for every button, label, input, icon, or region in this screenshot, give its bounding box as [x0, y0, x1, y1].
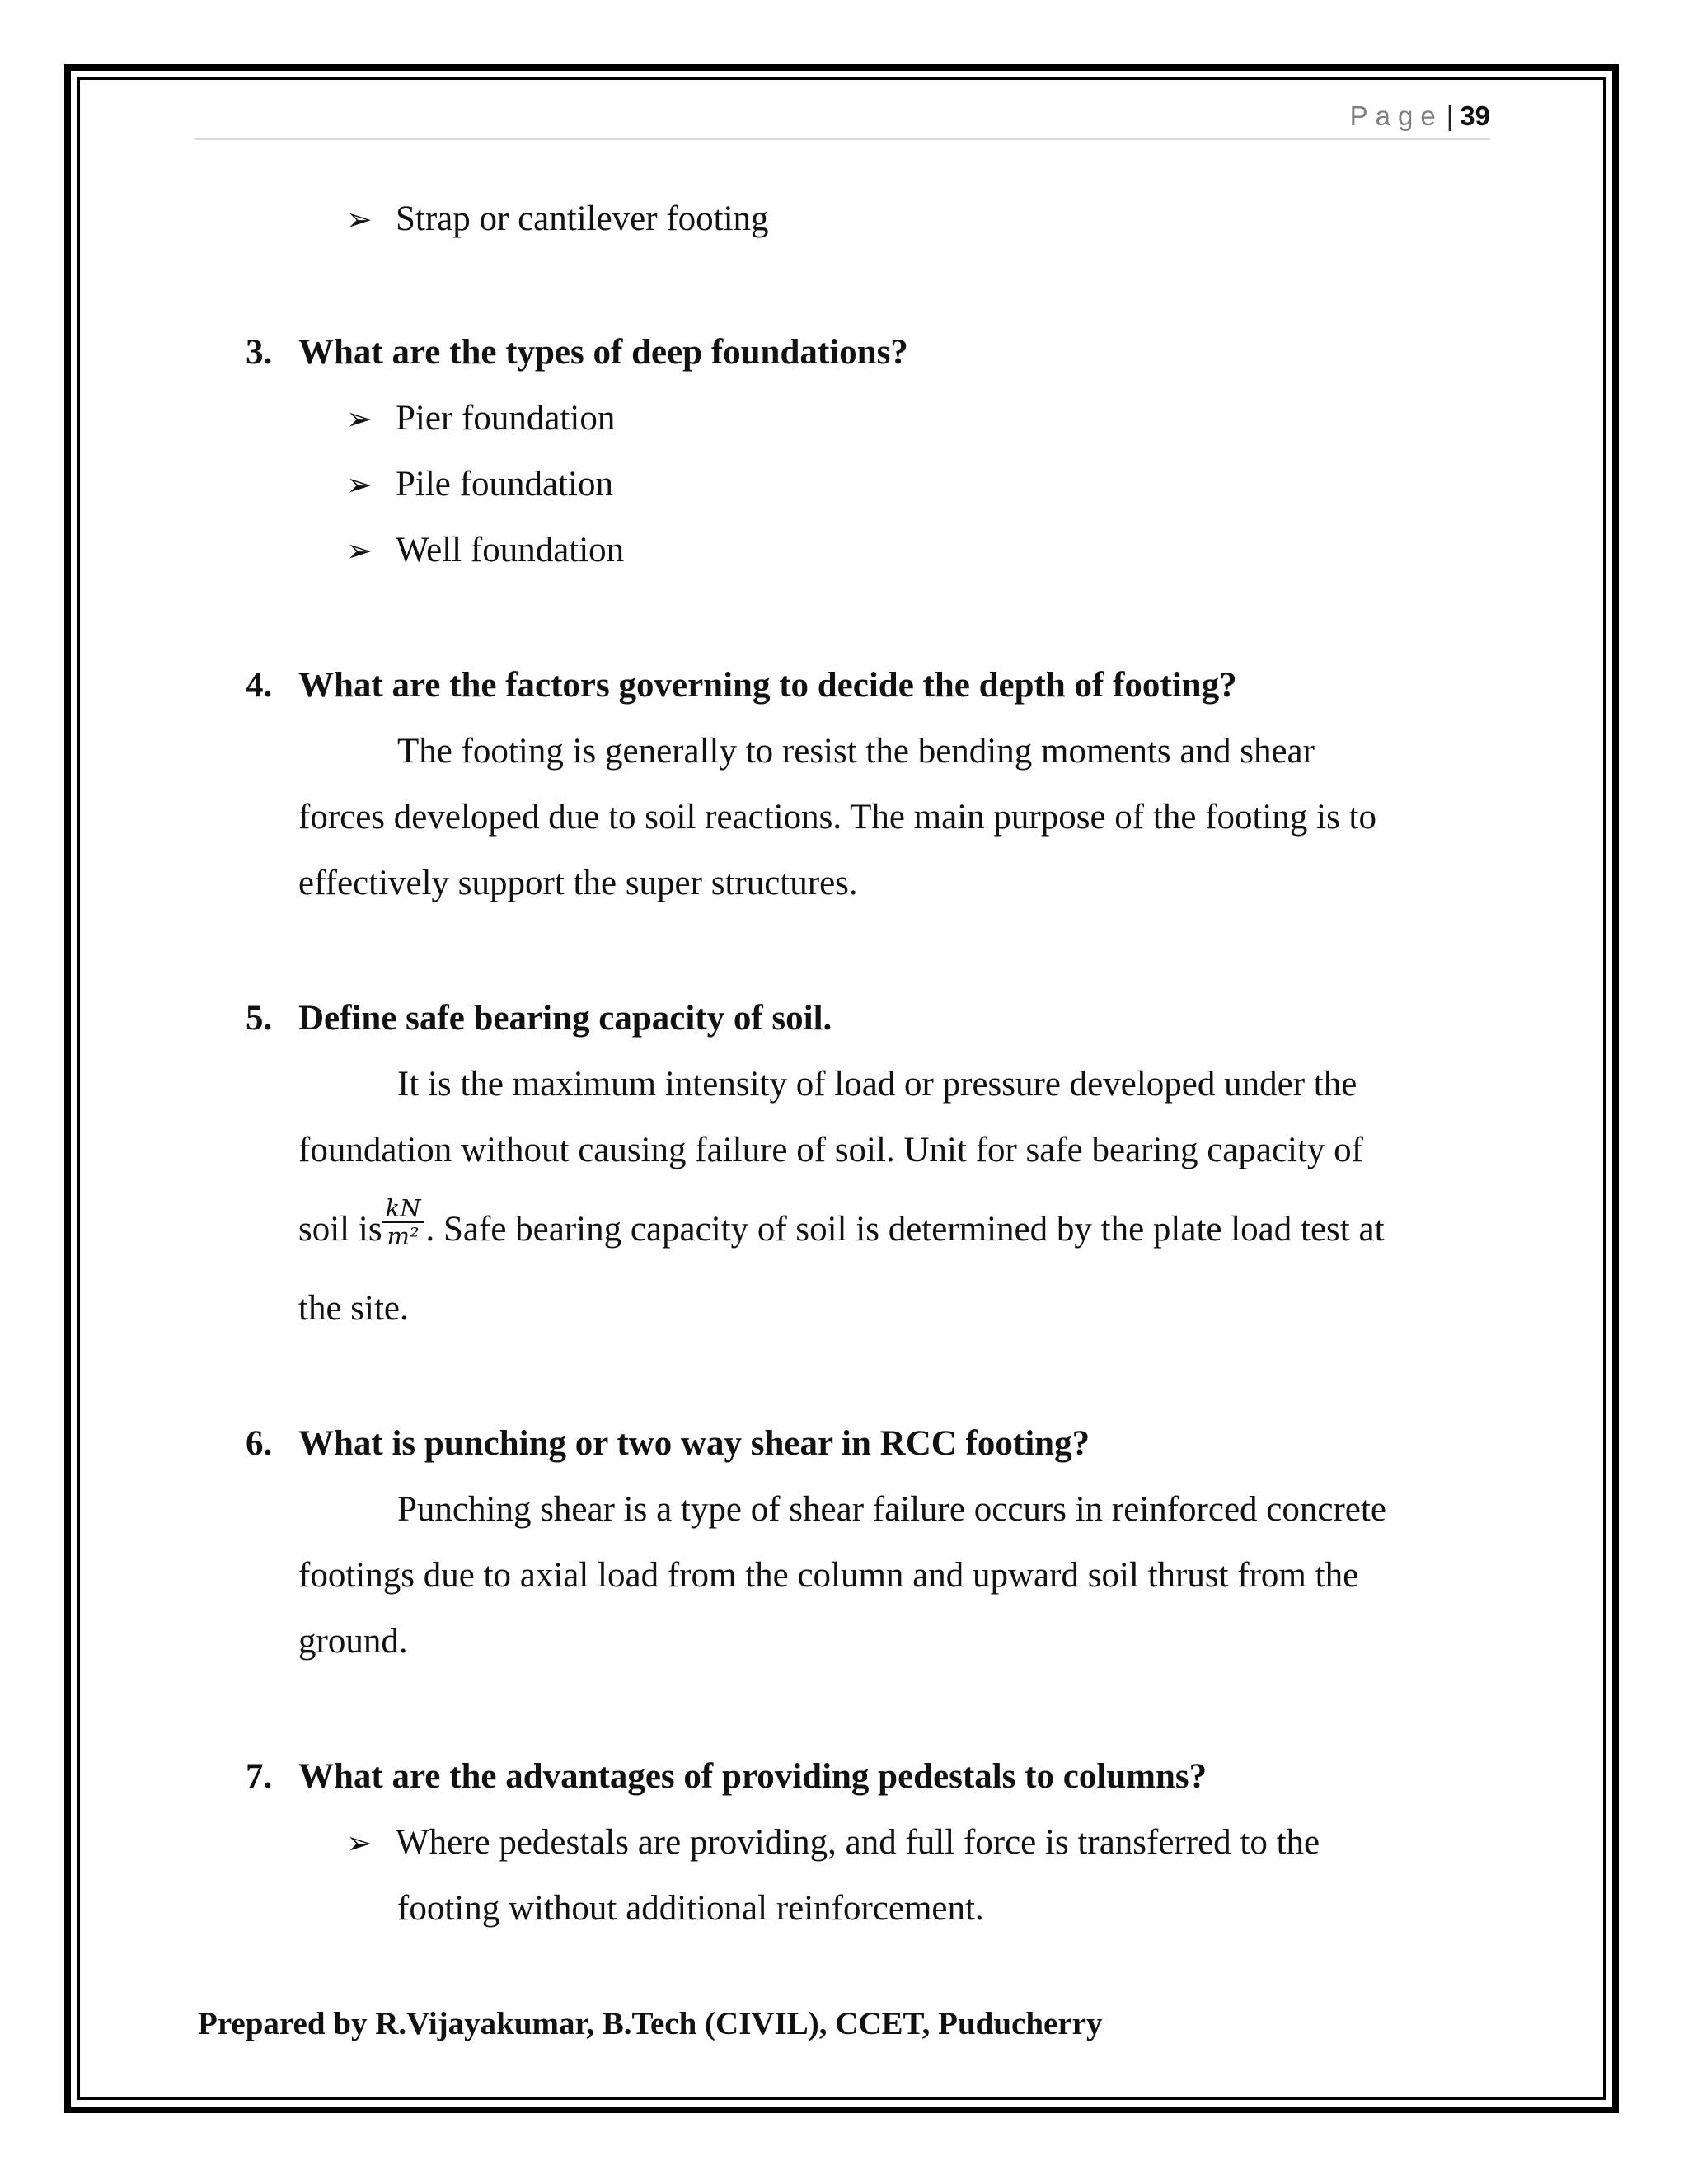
answer-line: foundation without causing failure of soil. Unit for safe bearing capacity of	[298, 1131, 1363, 1169]
question-number: 5.	[246, 999, 273, 1038]
answer-line: The footing is generally to resist the bending moments and shear	[397, 732, 1315, 771]
arrow-bullet-icon: ➢	[346, 466, 373, 503]
arrow-bullet-icon: ➢	[346, 401, 373, 437]
question-number: 7.	[246, 1757, 273, 1796]
list-item-text: Where pedestals are providing, and full force is transferred to the	[396, 1823, 1320, 1862]
question-title: What is punching or two way shear in RCC footing?	[298, 1424, 1090, 1463]
page-footer: Prepared by R.Vijayakumar, B.Tech (CIVIL), CCET, Puducherry	[198, 2006, 1103, 2041]
arrow-bullet-icon: ➢	[346, 532, 373, 569]
arrow-bullet-icon: ➢	[346, 201, 373, 237]
page-label: Page	[1349, 101, 1443, 131]
answer-line: footings due to axial load from the column and upward soil thrust from the	[298, 1556, 1359, 1595]
arrow-bullet-icon: ➢	[346, 1825, 373, 1861]
page-separator: |	[1446, 101, 1454, 131]
question-number: 3.	[246, 333, 273, 372]
page-number: 39	[1460, 101, 1490, 131]
page-header	[195, 101, 1490, 140]
answer-line: ground.	[298, 1622, 408, 1661]
list-item-text: Strap or cantilever footing	[396, 199, 769, 238]
question-title: Define safe bearing capacity of soil.	[298, 999, 832, 1038]
question-title: What are the factors governing to decide the depth of footing?	[298, 666, 1237, 705]
answer-line: effectively support the super structures.	[298, 864, 858, 902]
question-number: 6.	[246, 1424, 273, 1463]
question-number: 4.	[246, 666, 273, 705]
answer-line: Punching shear is a type of shear failure occurs in reinforced concrete	[397, 1490, 1386, 1529]
unit-numerator: kN	[382, 1195, 424, 1223]
unit-line-suffix: . Safe bearing capacity of soil is determined by the plate load test at	[425, 1210, 1385, 1249]
unit-denominator: m²	[387, 1222, 420, 1251]
answer-line: forces developed due to soil reactions. The main purpose of the footing is to	[298, 798, 1376, 837]
list-item-text: Pier foundation	[396, 399, 616, 438]
question-title: What are the types of deep foundations?	[298, 333, 908, 372]
list-item-text: Well foundation	[396, 531, 625, 569]
question-title: What are the advantages of providing pedestals to columns?	[298, 1757, 1207, 1796]
list-item-continuation: footing without additional reinforcement.	[397, 1889, 984, 1928]
list-item-text: Pile foundation	[396, 465, 613, 504]
answer-line: the site.	[298, 1289, 409, 1328]
unit-fraction	[382, 1195, 424, 1249]
unit-line-prefix: soil is	[298, 1210, 382, 1249]
answer-line: It is the maximum intensity of load or pressure developed under the	[397, 1065, 1357, 1104]
answer-line-with-unit	[298, 1194, 1385, 1251]
